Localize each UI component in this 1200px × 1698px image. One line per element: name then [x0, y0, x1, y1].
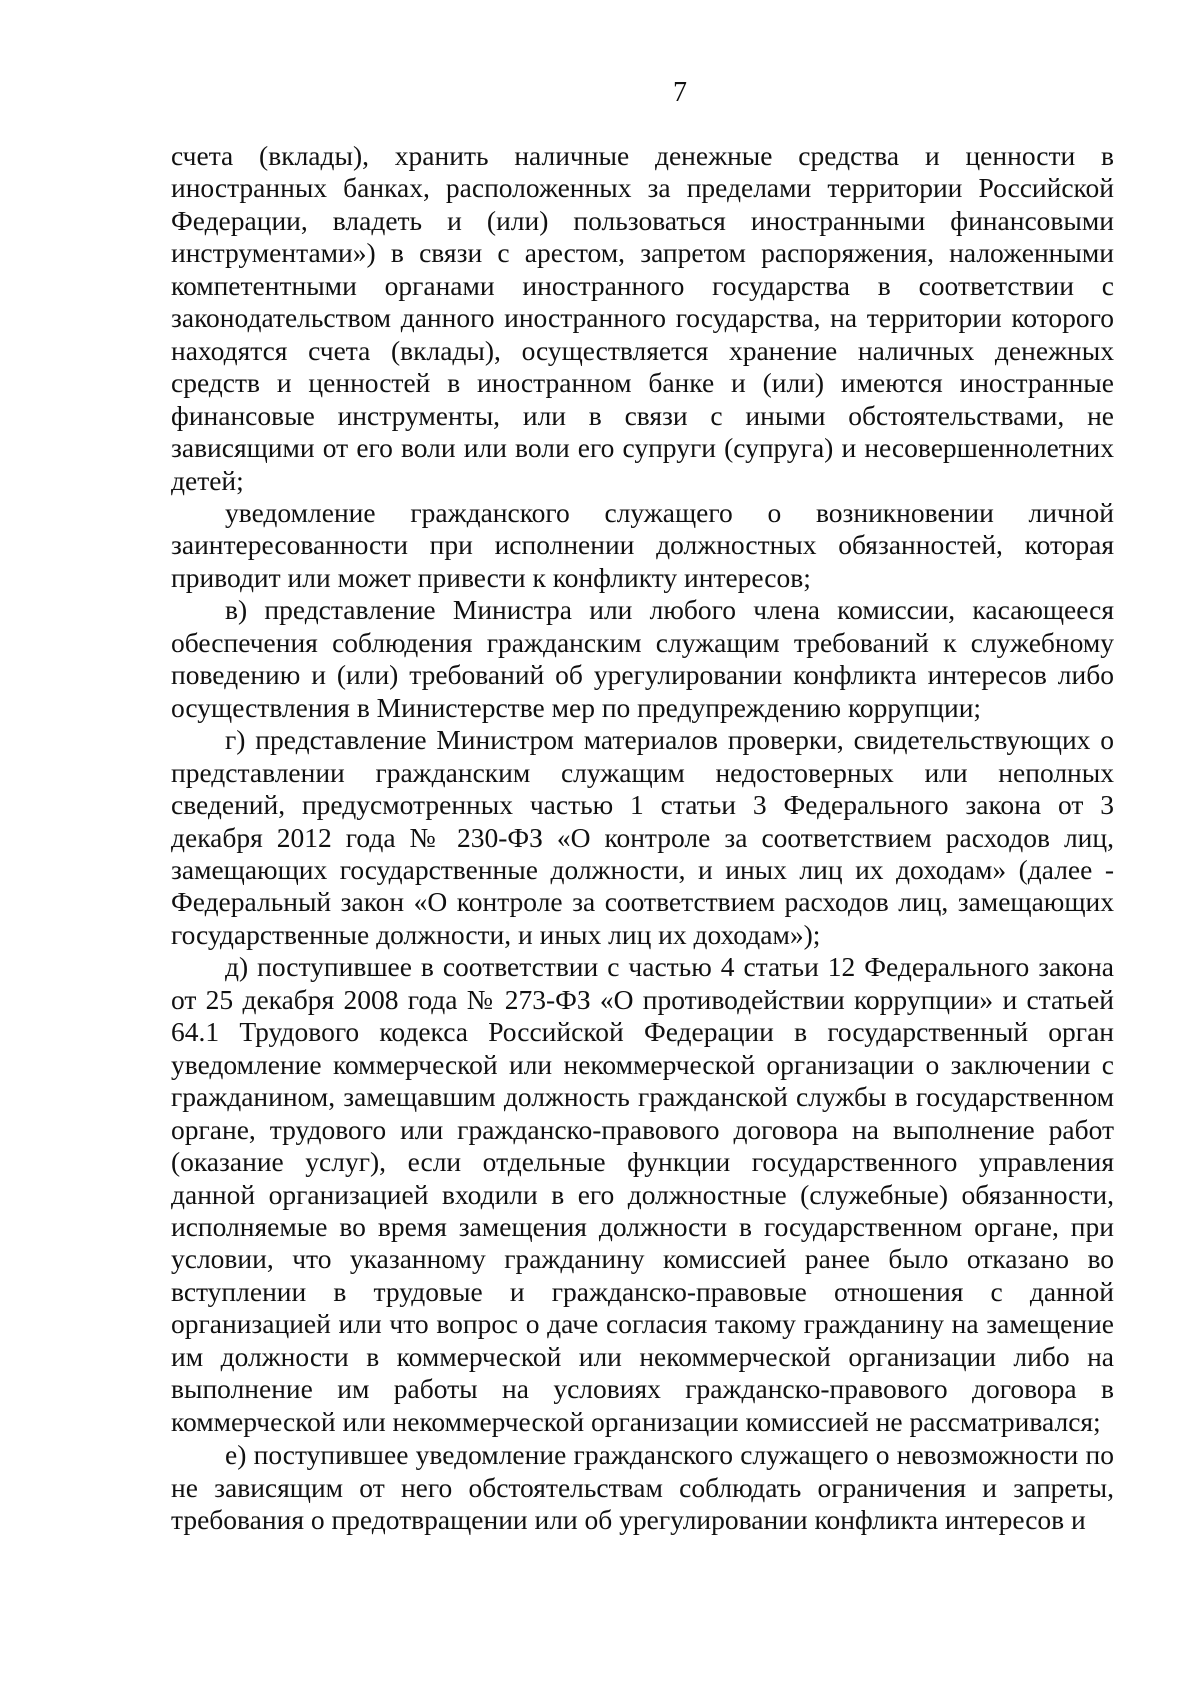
document-body: [171, 140, 1114, 1536]
paragraph-continuation: счета (вклады), хранить наличные денежные средства и ценности в иностранных банках, расположенных за пределами территории Российской Федерации, владеть и (или) пользоваться иностранными финансовыми инструментами») в связи с арестом, запретом распоряжения, наложенными компетентными органами иностранного государства в соответствии с законодательством данного иностранного государства, на территории которого находятся счета (вклады), осуществляется хранение наличных денежных средств и ценностей в иностранном банке и (или) имеются иностранные финансовые инструменты, или в связи с иными обстоятельствами, не зависящими от его воли или воли его супруги (супруга) и несовершеннолетних детей;: [171, 140, 1114, 496]
paragraph-notice-conflict: уведомление гражданского служащего о возникновении личной заинтересованности при исполнении должностных обязанностей, которая приводит или может привести к конфликту интересов;: [171, 496, 1114, 593]
paragraph-item-v: в) представление Министра или любого члена комиссии, касающееся обеспечения соблюдения гражданским служащим требований к служебному поведению и (или) требований об урегулировании конфликта интересов либо осуществления в Министерстве мер по предупреждению коррупции;: [171, 594, 1114, 723]
page-number: 7: [673, 77, 687, 108]
paragraph-item-g: г) представление Министром материалов проверки, свидетельствующих о представлении гражданским служащим недостоверных или неполных сведений, предусмотренных частью 1 статьи 3 Федерального закона от 3 декабря 2012 года № 230-ФЗ «О контроле за соответствием расходов лиц, замещающих государственные должности, и иных лиц их доходам» (далее - Федеральный закон «О контроле за соответствием расходов лиц, замещающих государственные должности, и иных лиц их доходам»);: [171, 724, 1114, 950]
paragraph-item-e: е) поступившее уведомление гражданского служащего о невозможности по не зависящим от него обстоятельствам соблюдать ограничения и запреты, требования о предотвращении или об урегулировании конфликта интересов и: [171, 1439, 1114, 1536]
paragraph-item-d: д) поступившее в соответствии с частью 4 статьи 12 Федерального закона от 25 декабря 2008 года № 273-ФЗ «О противодействии коррупции» и статьей 64.1 Трудового кодекса Российской Федерации в государственный орган уведомление коммерческой или некоммерческой организации о заключении с гражданином, замещавшим должность гражданской службы в государственном органе, трудового или гражданско-правового договора на выполнение работ (оказание услуг), если отдельные функции государственного управления данной организацией входили в его должностные (служебные) обязанности, исполняемые во время замещения должности в государственном органе, при условии, что указанному гражданину комиссией ранее было отказано во вступлении в трудовые и гражданско-правовые отношения с данной организацией или что вопрос о даче согласия такому гражданину на замещение им должности в коммерческой или некоммерческой организации либо на выполнение им работы на условиях гражданско-правового договора в коммерческой или некоммерческой организации комиссией не рассматривался;: [171, 951, 1114, 1437]
